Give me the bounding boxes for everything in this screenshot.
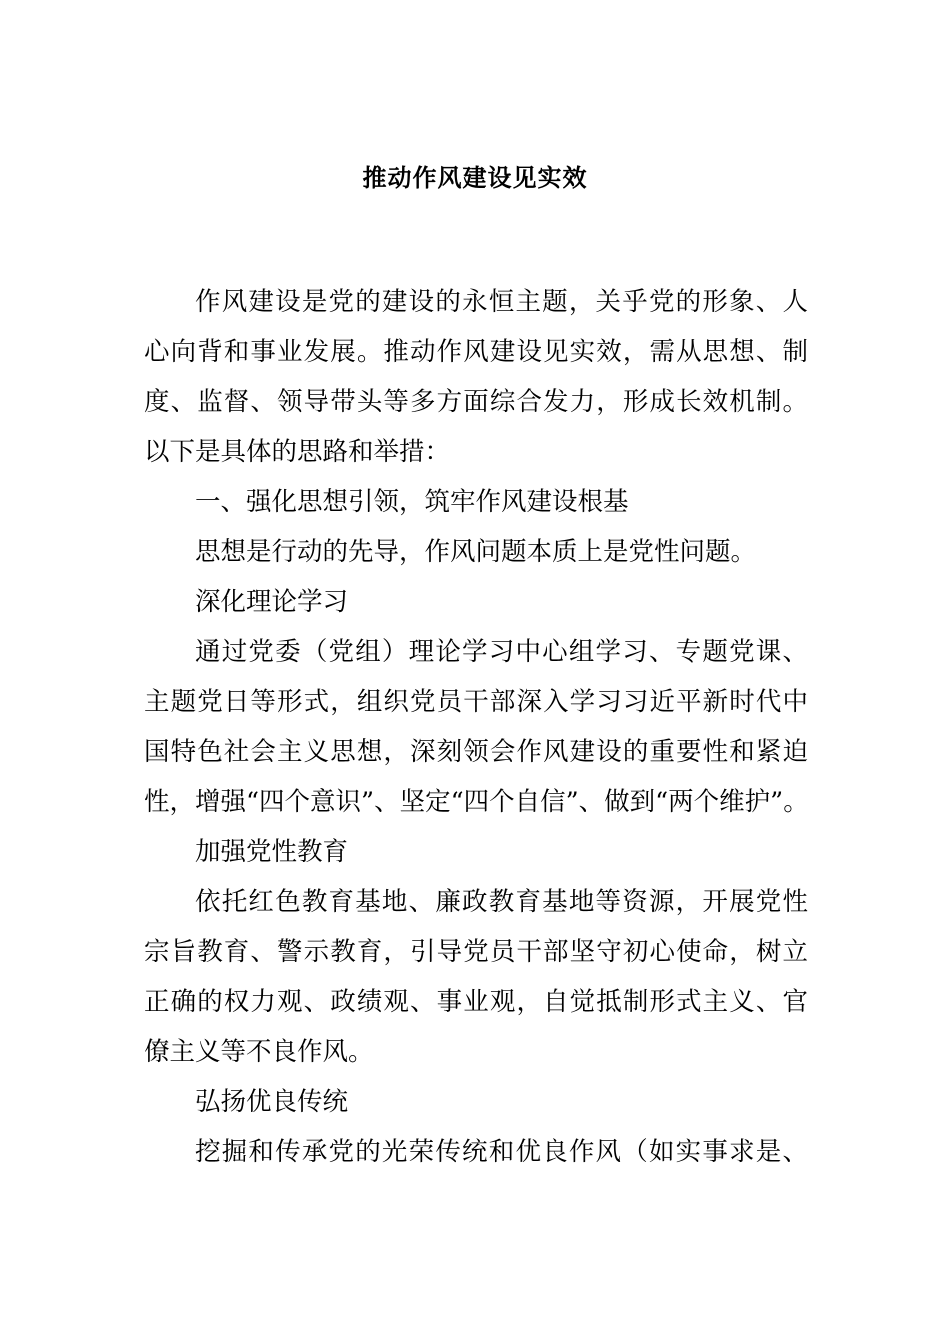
paragraph-line: 国特色社会主义思想，深刻领会作风建设的重要性和紧迫 xyxy=(144,737,808,767)
subsection-heading: 加强党性教育 xyxy=(195,837,349,867)
subsection-heading: 弘扬优良传统 xyxy=(195,1087,349,1117)
paragraph-line: 性，增强“四个意识”、坚定“四个自信”、做到“两个维护”。 xyxy=(144,787,809,817)
paragraph-line: 正确的权力观、政绩观、事业观，自觉抵制形式主义、官 xyxy=(144,987,808,1017)
paragraph-line: 挖掘和传承党的光荣传统和优良作风（如实事求是、 xyxy=(195,1137,808,1167)
paragraph-line: 宗旨教育、警示教育，引导党员干部坚守初心使命，树立 xyxy=(144,937,808,967)
paragraph-line: 通过党委（党组）理论学习中心组学习、专题党课、 xyxy=(195,637,808,667)
paragraph-line: 度、监督、领导带头等多方面综合发力，形成长效机制。 xyxy=(144,387,808,417)
subsection-heading: 深化理论学习 xyxy=(195,587,349,617)
document-title: 推动作风建设见实效 xyxy=(362,164,588,192)
paragraph-line: 主题党日等形式，组织党员干部深入学习习近平新时代中 xyxy=(144,687,808,717)
document-body xyxy=(144,277,808,1177)
section-heading: 一、强化思想引领，筑牢作风建设根基 xyxy=(195,487,629,517)
paragraph-line: 心向背和事业发展。推动作风建设见实效，需从思想、制 xyxy=(144,337,808,367)
paragraph-line: 以下是具体的思路和举措： xyxy=(144,437,451,467)
paragraph-line: 依托红色教育基地、廉政教育基地等资源，开展党性 xyxy=(195,887,808,917)
paragraph-line: 僚主义等不良作风。 xyxy=(144,1037,374,1067)
paragraph-line: 思想是行动的先导，作风问题本质上是党性问题。 xyxy=(195,537,757,567)
paragraph-line: 作风建设是党的建设的永恒主题，关乎党的形象、人 xyxy=(195,287,808,317)
